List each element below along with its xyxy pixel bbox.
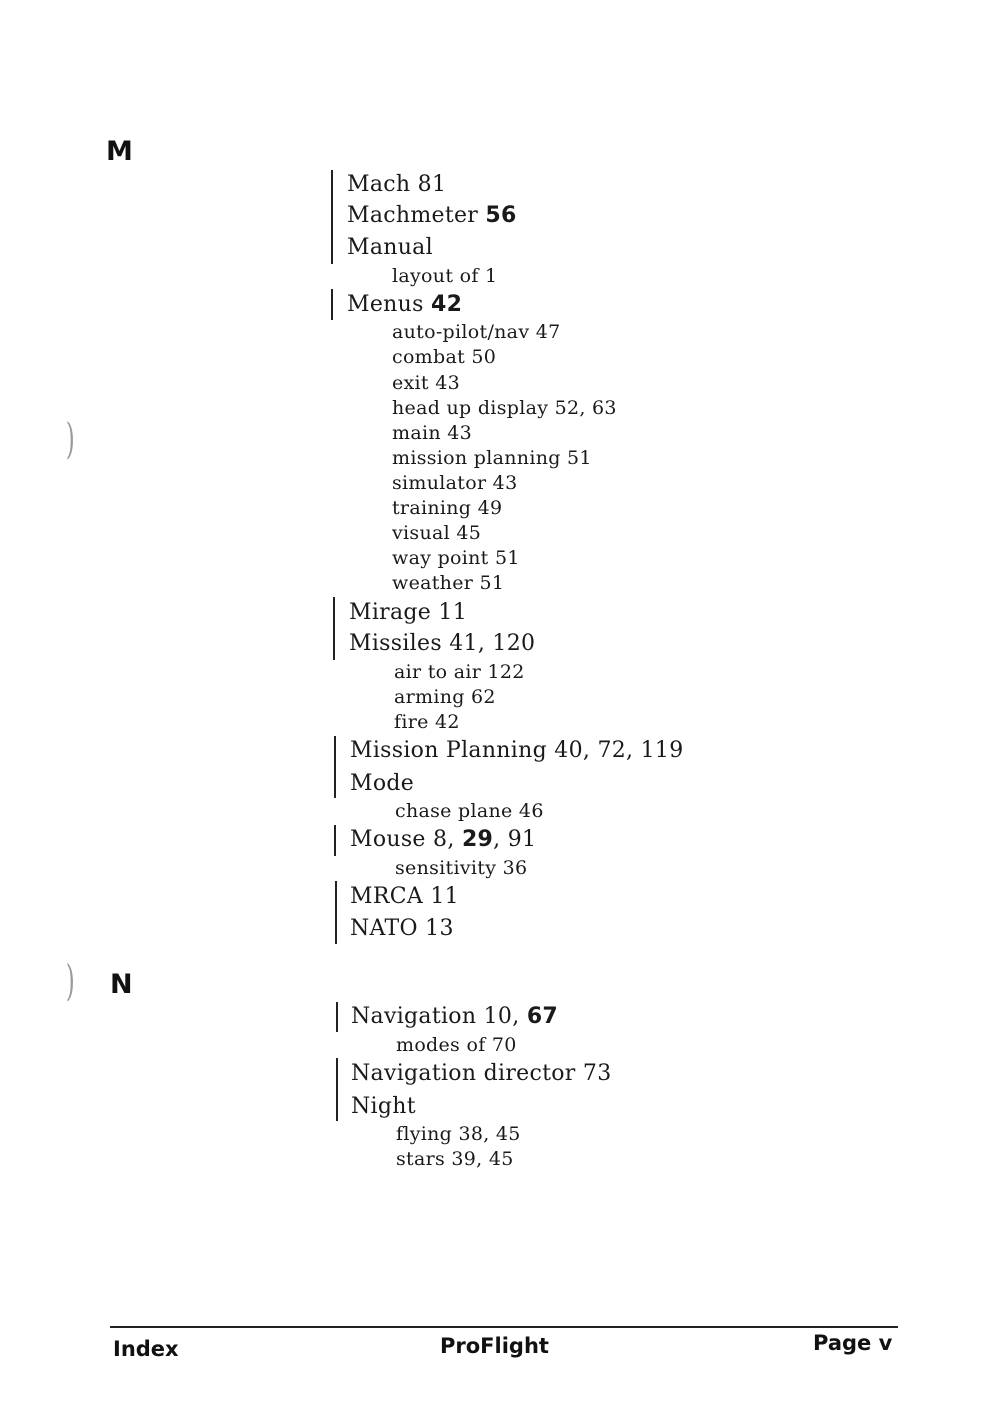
entry-pages-bold: 42 bbox=[430, 292, 463, 317]
index-entry-mrca bbox=[350, 885, 459, 909]
entry-pages: 11 bbox=[430, 884, 459, 909]
index-subentry: sensitivity 36 bbox=[395, 857, 528, 879]
index-entry-manual bbox=[347, 236, 433, 260]
entry-term: Manual bbox=[347, 235, 433, 260]
entry-term: Navigation director bbox=[351, 1061, 576, 1086]
change-bar bbox=[331, 289, 333, 320]
index-subentry: modes of 70 bbox=[396, 1034, 517, 1056]
index-entry-menus bbox=[347, 293, 462, 317]
entry-term: Machmeter bbox=[347, 203, 479, 228]
entry-pages: 41, 120 bbox=[449, 631, 536, 656]
entry-term: MRCA bbox=[350, 884, 424, 909]
index-subentry: training 49 bbox=[392, 497, 503, 519]
index-entry-navigation bbox=[351, 1005, 558, 1029]
footer-page-number: Page v bbox=[813, 1331, 893, 1355]
entry-pages: 10, bbox=[483, 1004, 520, 1029]
index-subentry: air to air 122 bbox=[394, 661, 525, 683]
index-entry-night bbox=[351, 1095, 416, 1119]
index-subentry: stars 39, 45 bbox=[396, 1148, 514, 1170]
binding-mark: ) bbox=[65, 956, 75, 1005]
index-subentry: main 43 bbox=[392, 422, 472, 444]
entry-pages: 11 bbox=[438, 600, 468, 625]
entry-pages-bold: 56 bbox=[485, 203, 517, 228]
index-entry-mirage bbox=[349, 601, 467, 625]
entry-term: Missiles bbox=[349, 631, 442, 656]
entry-pages: , 91 bbox=[493, 827, 537, 852]
index-subentry: auto-pilot/nav 47 bbox=[392, 321, 561, 343]
index-entry-navigation-director bbox=[351, 1062, 612, 1086]
index-subentry: arming 62 bbox=[394, 686, 496, 708]
entry-pages: 13 bbox=[425, 916, 454, 941]
entry-pages-bold: 29 bbox=[461, 827, 494, 852]
index-entry-missiles bbox=[349, 632, 535, 656]
index-entry-mouse bbox=[350, 828, 536, 852]
entry-term: Mission Planning bbox=[350, 738, 547, 763]
index-entry-mission-planning bbox=[350, 739, 684, 763]
binding-mark: ) bbox=[65, 414, 75, 463]
entry-pages: 8, bbox=[433, 827, 455, 852]
entry-pages: 40, 72, 119 bbox=[554, 738, 684, 763]
entry-term: Mode bbox=[350, 771, 415, 796]
entry-pages-bold: 67 bbox=[526, 1004, 559, 1029]
change-bar bbox=[336, 1058, 338, 1121]
footer-rule bbox=[110, 1326, 898, 1328]
change-bar bbox=[335, 881, 337, 944]
section-letter-m: M bbox=[106, 136, 133, 167]
entry-term: Mach bbox=[347, 172, 411, 197]
index-subentry: mission planning 51 bbox=[392, 447, 592, 469]
index-subentry: visual 45 bbox=[392, 522, 482, 544]
change-bar bbox=[336, 1002, 338, 1032]
index-subentry: fire 42 bbox=[394, 711, 460, 733]
footer-left: Index bbox=[113, 1337, 179, 1361]
footer-title: ProFlight bbox=[440, 1334, 549, 1358]
entry-term: NATO bbox=[350, 916, 418, 941]
index-entry-nato bbox=[350, 917, 454, 941]
index-subentry: simulator 43 bbox=[392, 472, 518, 494]
index-subentry: chase plane 46 bbox=[395, 800, 544, 822]
index-entry-machmeter bbox=[347, 204, 517, 228]
entry-term: Menus bbox=[347, 292, 424, 317]
entry-term: Navigation bbox=[351, 1004, 477, 1029]
index-subentry: head up display 52, 63 bbox=[392, 397, 617, 419]
change-bar bbox=[331, 170, 333, 264]
index-subentry: layout of 1 bbox=[392, 265, 498, 287]
index-subentry: combat 50 bbox=[392, 346, 497, 368]
change-bar bbox=[333, 597, 335, 660]
entry-term: Mouse bbox=[350, 827, 426, 852]
index-entry-mode bbox=[350, 772, 414, 796]
index-subentry: weather 51 bbox=[392, 572, 505, 594]
change-bar bbox=[334, 825, 336, 856]
index-subentry: way point 51 bbox=[392, 547, 520, 569]
entry-term: Night bbox=[351, 1094, 416, 1119]
entry-pages: 81 bbox=[417, 172, 447, 197]
section-letter-n: N bbox=[110, 969, 133, 1000]
change-bar bbox=[334, 736, 336, 798]
index-subentry: exit 43 bbox=[392, 372, 460, 394]
entry-term: Mirage bbox=[349, 600, 432, 625]
index-entry-mach bbox=[347, 173, 446, 197]
index-subentry: flying 38, 45 bbox=[396, 1123, 521, 1145]
entry-pages: 73 bbox=[582, 1061, 612, 1086]
